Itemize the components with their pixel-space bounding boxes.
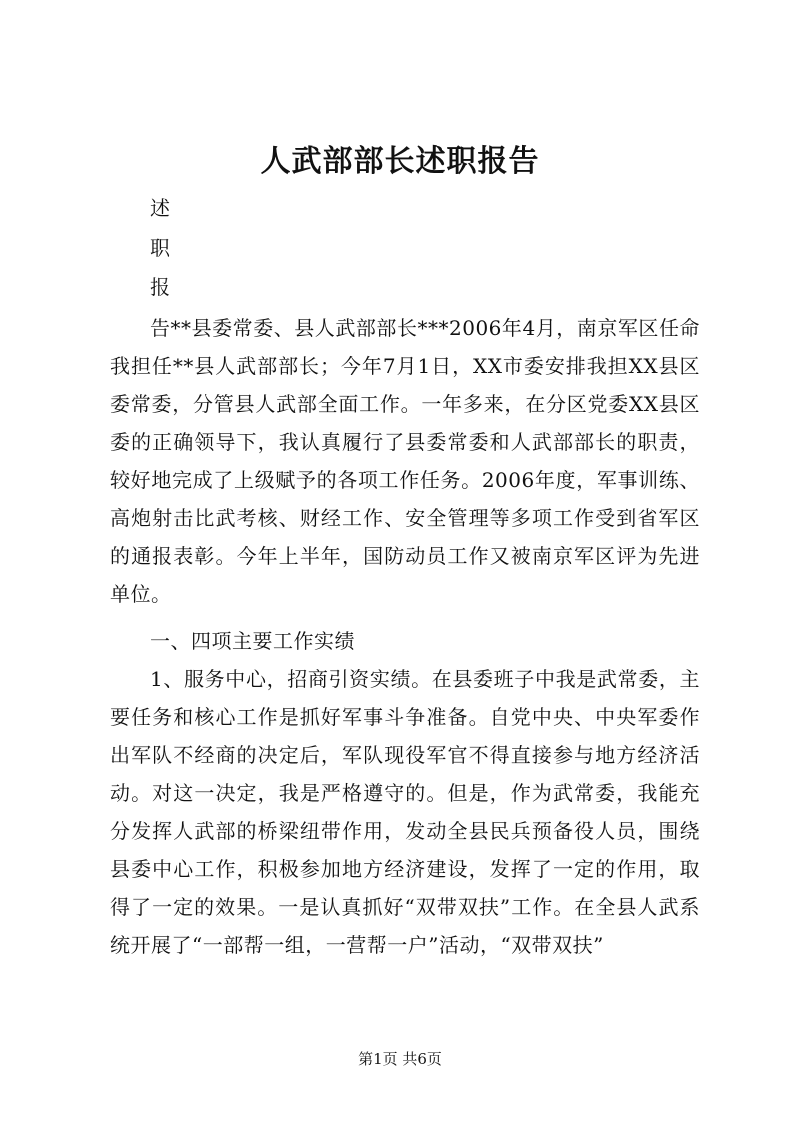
document-title: 人武部部长述职报告 [260, 144, 540, 179]
body-paragraph-2: 1、服务中心，招商引资实绩。在县委班子中我是武常委，主要任务和核心工作是抓好军事斗争准备。自党中央、中央军委作出军队不经商的决定后，军队现役军官不得直接参与地方经济活动。对这一决定，我是严格遵守的。但是，作为武常委，我能充分发挥人武部的桥梁纽带作用，发动全县民兵预备役人员，围绕县委中心工作，积极参加地方经济建设，发挥了一定的作用，取得了一定的效果。一是认真抓好“双带双扶”工作。在全县人武系统开展了“一部帮一组，一营帮一户”活动，“双带双扶” [110, 667, 700, 957]
page-footer: 第1页 共6页 [358, 1050, 442, 1068]
body-paragraph-1: 告**县委常委、县人武部部长***2006年4月，南京军区任命我担任**县人武部部长；今年7月1日，XX市委安排我担XX县区委常委，分管县人武部全面工作。一年多来，在分区党委XX县区委的正确领导下，我认真履行了县委常委和人武部部长的职责，较好地完成了上级赋予的各项工作任务。2006年度，军事训练、高炮射击比武考核、财经工作、安全管理等多项工作受到省军区的通报表彰。今年上半年，国防动员工作又被南京军区评为先进单位。 [110, 316, 700, 606]
label-char-2: 职 [150, 236, 170, 260]
section-heading: 一、四项主要工作实绩 [150, 629, 355, 653]
label-char-3: 报 [150, 275, 170, 299]
label-char-1: 述 [150, 196, 170, 220]
